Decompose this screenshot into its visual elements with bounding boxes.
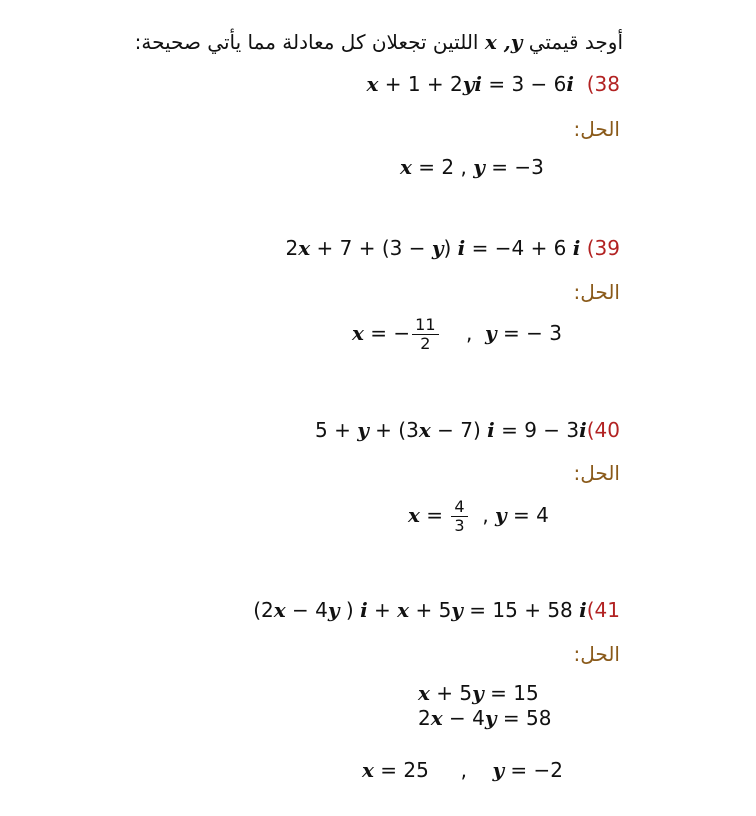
eq-term: i: [579, 418, 587, 442]
answer-y-value: = 4: [506, 503, 549, 527]
answer-x-prefix: =: [419, 503, 450, 527]
fraction-denominator: 3: [454, 516, 465, 535]
eq-term: x: [418, 681, 430, 705]
heading-variables: x ,y: [484, 30, 523, 54]
eq-term: 2: [285, 236, 299, 260]
eq-term: = 15: [483, 681, 539, 705]
solution-label-38: الحل:: [573, 117, 620, 141]
eq-term: i: [572, 236, 581, 260]
heading-text-before: أوجد قيمتي: [522, 30, 623, 54]
problem-number: (40: [586, 418, 620, 442]
eq-term: ): [443, 236, 458, 260]
answer-x-prefix: = −: [363, 321, 411, 345]
fraction-denominator: 2: [420, 334, 431, 353]
eq-term: − 4: [442, 706, 485, 730]
eq-term: x: [366, 72, 379, 96]
eq-term: + 5: [409, 598, 452, 622]
answer-39: [352, 316, 562, 353]
solution-label-41: الحل:: [573, 642, 620, 666]
eq-term: = 15 + 58: [462, 598, 580, 622]
answer-y-value: = −2: [504, 758, 564, 782]
eq-term: i: [360, 598, 368, 622]
eq-term: x: [397, 598, 410, 622]
eq-term: y: [472, 681, 484, 705]
fraction-numerator: 4: [451, 498, 467, 517]
answer-separator: ,: [440, 321, 486, 345]
fraction: [412, 316, 438, 353]
answer-var-y: y: [495, 503, 507, 527]
eq-term: y: [484, 706, 497, 730]
eq-term: = 3 − 6: [482, 72, 567, 96]
problem-number: (38: [586, 72, 620, 96]
eq-term: = 58: [496, 706, 552, 730]
eq-term: i: [487, 418, 495, 442]
eq-term: +: [367, 598, 398, 622]
eq-term: = 9 − 3: [494, 418, 580, 442]
problem-39-equation: [286, 236, 621, 260]
eq-term: i: [457, 236, 466, 260]
solution-label-40: الحل:: [573, 461, 620, 485]
eq-term: i: [579, 598, 587, 622]
eq-term: x: [298, 236, 311, 260]
eq-term: (2: [253, 598, 274, 622]
answer-separator: ,: [469, 503, 496, 527]
answer-var-y: y: [473, 155, 485, 179]
eq-term: i: [566, 72, 575, 96]
answer-38: [400, 155, 544, 179]
eq-term: 5 +: [314, 418, 358, 442]
answer-var-x: x: [400, 155, 412, 179]
answer-y-value: = − 3: [496, 321, 562, 345]
eq-term: y: [451, 598, 463, 622]
eq-term: yi: [462, 72, 482, 96]
answer-x-value: = 2 ,: [411, 155, 474, 179]
answer-x-value: = 25 ,: [373, 758, 493, 782]
eq-term: + 7 + (3 −: [310, 236, 432, 260]
eq-term: 2: [418, 706, 431, 730]
answer-y-value: = −3: [484, 155, 544, 179]
problem-38-equation: [366, 72, 620, 96]
problem-number: (39: [586, 236, 620, 260]
problem-41-equation: [253, 598, 620, 622]
answer-var-x: x: [408, 503, 420, 527]
answer-var-x: x: [352, 321, 364, 345]
eq-term: = −4 + 6: [465, 236, 573, 260]
answer-var-x: x: [362, 758, 374, 782]
eq-term: x: [418, 418, 431, 442]
eq-term: − 7): [430, 418, 488, 442]
solution-label-39: الحل:: [573, 280, 620, 304]
answer-41: [362, 758, 563, 782]
answer-40: [408, 498, 549, 535]
eq-term: y: [431, 236, 444, 260]
eq-term: y: [327, 598, 340, 622]
eq-term: + (3: [368, 418, 419, 442]
fraction-numerator: 11: [412, 316, 438, 335]
answer-var-y: y: [492, 758, 505, 782]
heading-text-after: اللتين تجعلان كل معادلة مما يأتي صحيحة:: [134, 30, 485, 54]
problem-number: (41: [586, 598, 620, 622]
system-equation-1: [418, 681, 539, 705]
fraction: [451, 498, 467, 535]
eq-term: + 1 + 2: [378, 72, 463, 96]
problem-40-equation: [315, 418, 620, 442]
instruction-heading: [135, 30, 623, 54]
eq-term: x: [430, 706, 443, 730]
eq-term: ): [339, 598, 361, 622]
eq-term: y: [357, 418, 369, 442]
system-equation-2: [418, 706, 551, 730]
eq-term: x: [273, 598, 286, 622]
eq-term: − 4: [285, 598, 328, 622]
answer-var-y: y: [485, 321, 497, 345]
eq-term: + 5: [429, 681, 473, 705]
